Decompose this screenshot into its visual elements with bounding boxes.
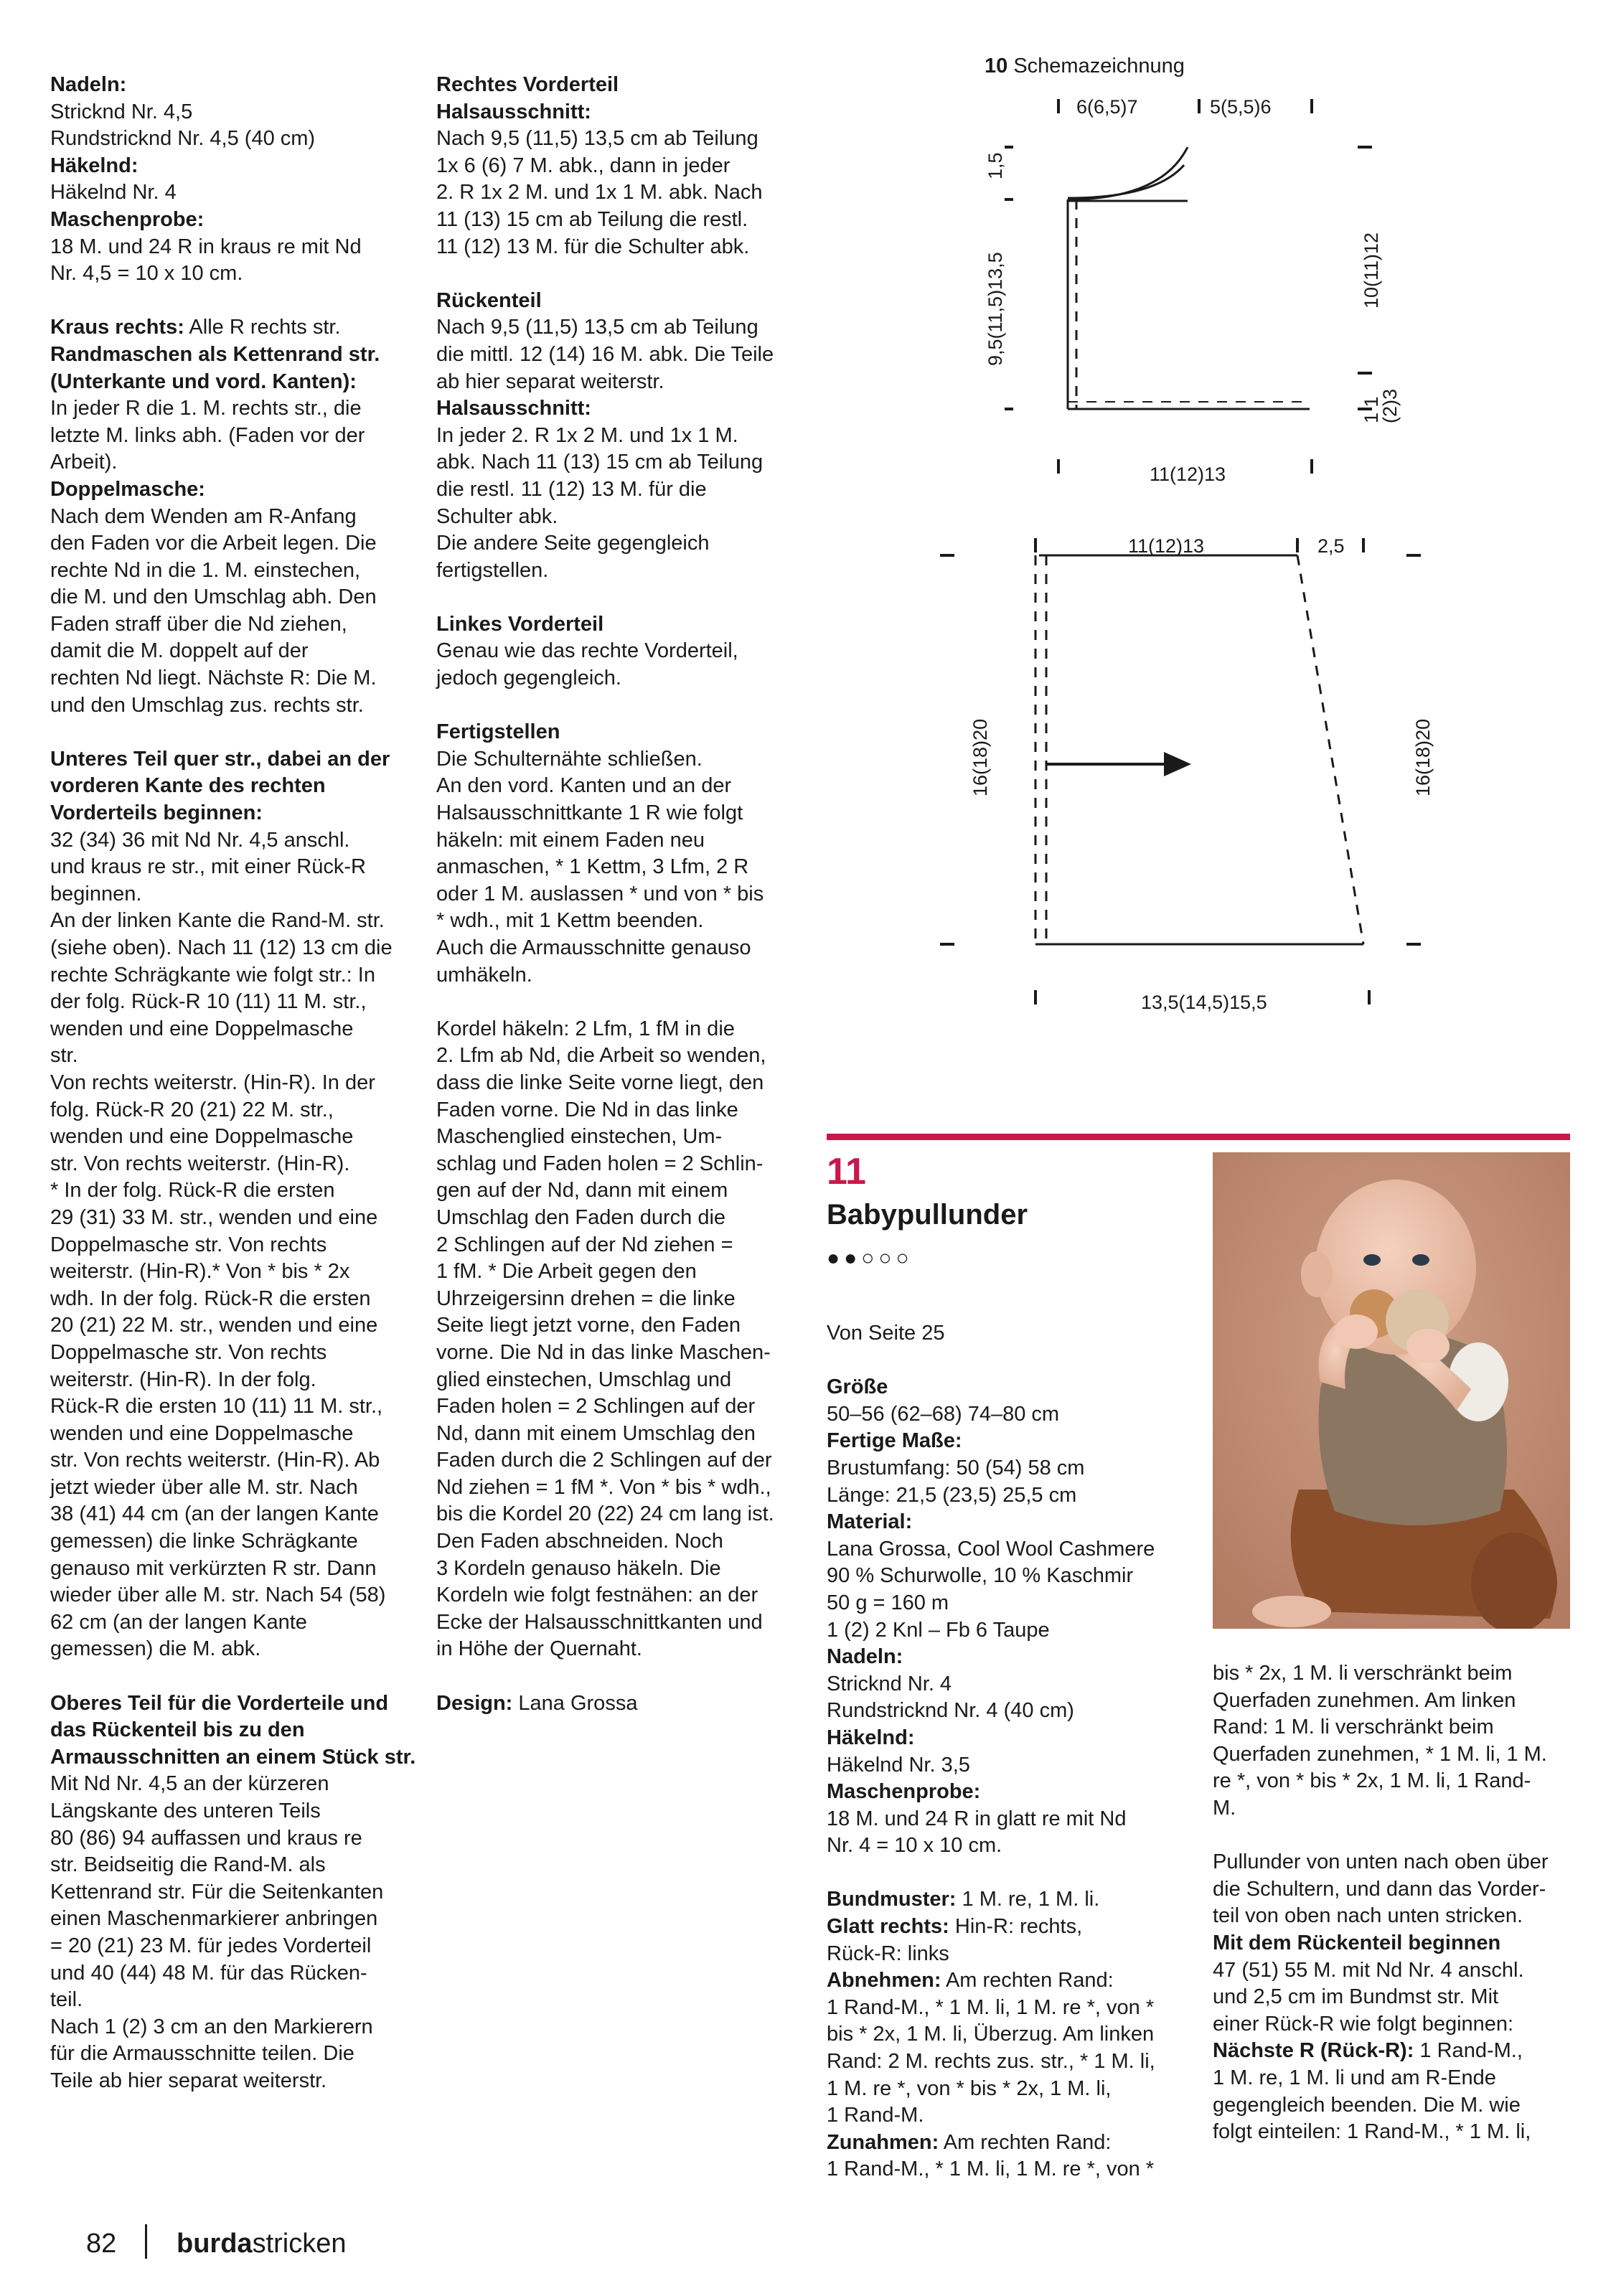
text-line: 1 (2) 2 Knl – Fb 6 Taupe — [827, 1618, 1050, 1642]
text-line: Querfaden zunehmen, * 1 M. li, 1 M. — [1213, 1742, 1547, 1766]
text-line: Längskante des unteren Teils — [50, 1799, 321, 1822]
right-lower-height-label-2: (2)3 — [1379, 388, 1401, 423]
text-line: bis die Kordel 20 (22) 24 cm lang ist. — [436, 1502, 774, 1526]
bottom-left-height-label: 16(18)20 — [969, 718, 991, 796]
text-line: 11 (13) 15 cm ab Teilung die restl. — [436, 207, 748, 231]
text-block — [1213, 1930, 1579, 2038]
text-line: die Schultern, und dann das Vorder- — [1213, 1877, 1546, 1901]
text-block — [436, 288, 795, 395]
text-column-2 — [436, 72, 795, 1717]
block-heading: Halsausschnitt: — [436, 100, 591, 123]
text-line: Umschlag den Faden durch die — [436, 1205, 726, 1229]
text-line: wenden und eine Doppelmasche — [50, 1017, 354, 1040]
text-line: Nach 9,5 (11,5) 13,5 cm ab Teilung — [436, 127, 758, 151]
text-line: Doppelmasche str. Von rechts — [50, 1233, 327, 1256]
text-line: abk. Nach 11 (13) 15 cm ab Teilung — [436, 451, 764, 474]
text-line: 38 (41) 44 cm (an der langen Kante — [50, 1502, 379, 1526]
text-line: rechte Schrägkante wie folgt str.: In — [50, 963, 375, 987]
text-line: wenden und eine Doppelmasche — [50, 1421, 354, 1445]
text-line: bis * 2x, 1 M. li, Überzug. Am linken — [827, 2023, 1155, 2046]
text-line: jedoch gegengleich. — [436, 667, 621, 690]
text-block — [827, 1509, 1185, 1644]
text-line: Stricknd Nr. 4,5 — [50, 100, 193, 123]
text-line: Rundstricknd Nr. 4 (40 cm) — [827, 1699, 1074, 1723]
text-line: Faden holen = 2 Schlingen auf der — [436, 1395, 756, 1418]
text-line: Rück-R: links — [827, 1942, 949, 1965]
pattern-number: 11 — [827, 1151, 866, 1192]
text-block — [436, 72, 795, 99]
text-line: fertigstellen. — [436, 558, 549, 582]
text-line: Von Seite 25 — [827, 1322, 945, 1345]
text-line: Nr. 4 = 10 x 10 cm. — [827, 1834, 1002, 1858]
lead-line — [436, 1690, 795, 1718]
lead-text: Hin-R: rechts, — [949, 1915, 1083, 1939]
text-line: Nach dem Wenden am R-Anfang — [50, 504, 357, 528]
direction-arrow — [1046, 752, 1191, 776]
lead-text: 1 M. re, 1 M. li. — [956, 1888, 1100, 1911]
top-bottom-width-label: 11(12)13 — [1150, 464, 1226, 485]
lead-term: Abnehmen: — [827, 1969, 941, 1992]
text-line: Nd, dann mit einem Umschlag den — [436, 1421, 756, 1445]
text-line: wieder über alle M. str. Nach 54 (58) — [50, 1584, 386, 1607]
text-line: 3 Kordeln genauso häkeln. Die — [436, 1556, 721, 1580]
text-line: str. Von rechts weiterstr. (Hin-R). Ab — [50, 1449, 380, 1472]
lead-term: Design: — [436, 1691, 513, 1715]
text-line: 47 (51) 55 M. mit Nd Nr. 4 anschl. — [1213, 1958, 1524, 1982]
text-line: gemessen) die M. abk. — [50, 1637, 261, 1661]
block-heading: Maschenprobe: — [827, 1780, 981, 1804]
text-block — [827, 1725, 1185, 1779]
text-line: Schulter abk. — [436, 504, 558, 528]
text-line: Häkelnd Nr. 3,5 — [827, 1753, 970, 1777]
block-heading: Rechtes Vorderteil — [436, 73, 619, 96]
block-heading: Nadeln: — [827, 1645, 903, 1669]
block-heading: Häkelnd: — [50, 154, 138, 177]
lead-text: Lana Grossa — [512, 1691, 638, 1715]
text-block — [827, 2130, 1185, 2183]
text-line: 90 % Schurwolle, 10 % Kaschmir — [827, 1564, 1134, 1588]
text-line: Seite liegt jetzt vorne, den Faden — [436, 1314, 741, 1337]
lead-line — [827, 1967, 1185, 1995]
footer-separator — [145, 2224, 147, 2259]
text-block — [50, 314, 423, 342]
bottom-piece — [1035, 555, 1363, 944]
text-line: An der linken Kante die Rand-M. str. — [50, 909, 385, 933]
text-block — [50, 342, 423, 476]
top-right-width-label: 5(5,5)6 — [1210, 96, 1272, 118]
block-heading: Fertige Maße: — [827, 1429, 962, 1453]
lead-line — [827, 2130, 1185, 2157]
left-lower-height-label: 9,5(11,5)13,5 — [985, 252, 1006, 366]
text-line: gen auf der Nd, dann mit einem — [436, 1179, 728, 1203]
text-line: Genau wie das rechte Vorderteil, — [436, 639, 738, 663]
text-line: vorne. Die Nd in das linke Maschen- — [436, 1340, 771, 1364]
text-line: 2. R 1x 2 M. und 1x 1 M. abk. Nach — [436, 181, 763, 204]
text-line: 20 (21) 22 M. str., wenden und eine — [50, 1314, 378, 1337]
left-upper-height-label: 1,5 — [985, 152, 1006, 179]
text-column-3 — [827, 1320, 1185, 2183]
block-heading: Häkelnd: — [827, 1726, 915, 1749]
text-line: letzte M. links abh. (Faden vor der — [50, 423, 365, 447]
text-line: und kraus re str., mit einer Rück-R — [50, 855, 366, 879]
text-line: die restl. 11 (12) 13 M. für die — [436, 477, 707, 501]
text-line: 18 M. und 24 R in glatt re mit Nd — [827, 1807, 1127, 1830]
text-line: Länge: 21,5 (23,5) 25,5 cm — [827, 1483, 1077, 1507]
text-line: Von rechts weiterstr. (Hin-R). In der — [50, 1071, 375, 1094]
text-line: str. Von rechts weiterstr. (Hin-R). — [50, 1152, 350, 1175]
text-line: Kettenrand str. Für die Seitenkanten — [50, 1880, 384, 1904]
lead-term: Kraus rechts: — [50, 316, 184, 339]
text-block — [827, 1967, 1185, 2130]
block-heading: Halsausschnitt: — [436, 397, 591, 420]
text-line: Maschenglied einstechen, Um- — [436, 1125, 723, 1149]
block-heading: Randmaschen als Kettenrand str. (Unterkante und vord. Kanten): — [50, 342, 380, 393]
text-line: 2 Schlingen auf der Nd ziehen = — [436, 1233, 733, 1256]
block-heading: Maschenprobe: — [50, 207, 205, 231]
text-line: Pullunder von unten nach oben über — [1213, 1850, 1549, 1874]
text-block — [827, 1320, 1185, 1347]
text-block — [436, 719, 795, 989]
text-line: (siehe oben). Nach 11 (12) 13 cm die — [50, 936, 393, 959]
text-block — [50, 207, 423, 288]
text-line: glied einstechen, Umschlag und — [436, 1368, 732, 1391]
text-line: Ecke der Halsausschnittkanten und — [436, 1610, 763, 1634]
text-line: 62 cm (an der langen Kante — [50, 1610, 307, 1634]
text-line: Lana Grossa, Cool Wool Cashmere — [827, 1537, 1155, 1561]
text-line: wenden und eine Doppelmasche — [50, 1125, 354, 1149]
text-line: weiterstr. (Hin-R). In der folg. — [50, 1368, 316, 1391]
lead-line — [827, 1914, 1185, 1941]
text-block — [1213, 1660, 1579, 1822]
difficulty-rating: ●●○○○ — [827, 1246, 913, 1270]
text-line: Uhrzeigersinn drehen = die linke — [436, 1286, 736, 1310]
text-line: die M. und den Umschlag abh. Den — [50, 585, 377, 609]
text-line: 1 Rand-M. — [827, 2104, 924, 2127]
block-heading: Größe — [827, 1375, 888, 1399]
block-heading: Unteres Teil quer str., dabei an der vorderen Kante des rechten Vorderteils beginnen: — [50, 747, 390, 825]
right-upper-height-label: 10(11)12 — [1361, 232, 1382, 309]
text-block — [827, 1914, 1185, 1967]
text-line: * wdh., mit 1 Kettm beenden. — [436, 909, 704, 933]
text-line: wdh. In der folg. Rück-R die ersten — [50, 1286, 371, 1310]
text-line: Halsausschnittkante 1 R wie folgt — [436, 801, 743, 825]
lead-text: Am rechten Rand: — [941, 1969, 1114, 1992]
text-line: und 2,5 cm im Bundmst str. Mit — [1213, 1985, 1499, 2009]
text-line: 32 (34) 36 mit Nd Nr. 4,5 anschl. — [50, 828, 350, 852]
pattern-title: Babypullunder — [827, 1199, 1028, 1231]
text-block — [1213, 2038, 1579, 2145]
text-line: Kordeln wie folgt festnähen: an der — [436, 1584, 758, 1607]
text-line: genauso mit verkürzten R str. Dann — [50, 1556, 377, 1580]
text-block — [827, 1644, 1185, 1725]
text-line: Brustumfang: 50 (54) 58 cm — [827, 1456, 1085, 1479]
text-line: Faden straff über die Nd ziehen, — [50, 612, 347, 636]
text-line: Nach 9,5 (11,5) 13,5 cm ab Teilung — [436, 316, 758, 339]
lead-line — [1213, 2038, 1579, 2065]
text-line: ab hier separat weiterstr. — [436, 370, 664, 393]
text-line: * In der folg. Rück-R die ersten — [50, 1179, 335, 1203]
lead-term: Bundmuster: — [827, 1888, 957, 1911]
text-line: = 20 (21) 23 M. für jedes Vorderteil — [50, 1934, 372, 1957]
text-line: Nach 1 (2) 3 cm an den Markierern — [50, 2015, 373, 2038]
text-line: häkeln: mit einem Faden neu — [436, 828, 705, 852]
text-block — [50, 72, 423, 153]
text-line: 1 M. re, 1 M. li und am R-Ende — [1213, 2066, 1496, 2089]
text-block — [827, 1428, 1185, 1509]
text-line: bis * 2x, 1 M. li verschränkt beim — [1213, 1662, 1513, 1685]
text-block — [50, 1690, 423, 2095]
baby-photo — [1213, 1152, 1570, 1629]
lead-text: Am rechten Rand: — [939, 2130, 1112, 2154]
block-heading: Rückenteil — [436, 288, 542, 312]
bottom-width-label: 13,5(14,5)15,5 — [1141, 992, 1267, 1013]
text-line: teil. — [50, 1988, 83, 2012]
block-heading: Linkes Vorderteil — [436, 612, 604, 636]
text-block — [50, 476, 423, 719]
text-line: Stricknd Nr. 4 — [827, 1672, 952, 1695]
text-line: 1 M. re *, von * bis * 2x, 1 M. li, — [827, 2076, 1112, 2100]
text-line: 50–56 (62–68) 74–80 cm — [827, 1402, 1060, 1426]
text-line: Den Faden abschneiden. Noch — [436, 1530, 723, 1553]
text-line: Rand: 2 M. rechts zus. str., * 1 M. li, — [827, 2050, 1155, 2074]
text-line: In jeder 2. R 1x 2 M. und 1x 1 M. — [436, 423, 738, 447]
text-block — [50, 153, 423, 207]
lead-line — [50, 314, 423, 342]
text-line: An den vord. Kanten und an der — [436, 774, 732, 798]
text-block — [436, 611, 795, 692]
block-heading: Oberes Teil für die Vorderteile und das Rückenteil bis zu den Armausschnitten an einem Stück str. — [50, 1691, 416, 1769]
block-heading: Mit dem Rückenteil beginnen — [1213, 1931, 1501, 1954]
text-line: umhäkeln. — [436, 963, 532, 987]
text-block — [827, 1886, 1185, 1914]
text-line: Nr. 4,5 = 10 x 10 cm. — [50, 262, 243, 286]
text-line: 50 g = 160 m — [827, 1591, 949, 1614]
text-line: 80 (86) 94 auffassen und kraus re — [50, 1826, 362, 1850]
text-line: jetzt wieder über alle M. str. Nach — [50, 1475, 358, 1499]
top-piece — [1068, 147, 1310, 409]
text-block — [436, 1016, 795, 1663]
text-line: Auch die Armausschnitte genauso — [436, 936, 751, 959]
magazine-brand: burdastricken — [177, 2229, 347, 2259]
section-rule — [827, 1134, 1570, 1140]
text-line: folgt einteilen: 1 Rand-M., * 1 M. li, — [1213, 2120, 1531, 2144]
text-line: Kordel häkeln: 2 Lfm, 1 fM in die — [436, 1017, 735, 1040]
text-line: anmaschen, * 1 Kettm, 3 Lfm, 2 R — [436, 855, 749, 879]
lead-line — [827, 1886, 1185, 1914]
text-line: 1 Rand-M., * 1 M. li, 1 M. re *, von * — [827, 2158, 1155, 2181]
text-block — [436, 395, 795, 584]
text-line: den Faden vor die Arbeit legen. Die — [50, 532, 377, 555]
lead-text: Alle R rechts str. — [184, 316, 341, 339]
text-line: der folg. Rück-R 10 (11) 11 M. str., — [50, 990, 367, 1014]
text-line: Teile ab hier separat weiterstr. — [50, 2069, 327, 2092]
text-line: Rück-R die ersten 10 (11) 11 M. str., — [50, 1395, 383, 1418]
text-line: oder 1 M. auslassen * und von * bis — [436, 882, 764, 905]
text-column-4 — [1213, 1660, 1579, 2146]
page-number: 82 — [86, 2229, 117, 2259]
lead-text: 1 Rand-M., — [1414, 2039, 1523, 2063]
text-block — [1213, 1849, 1579, 1930]
text-line: Die Schulternähte schließen. — [436, 747, 703, 771]
text-line: die mittl. 12 (14) 16 M. abk. Die Teile — [436, 342, 774, 366]
text-line: In jeder R die 1. M. rechts str., die — [50, 397, 362, 420]
text-line: str. — [50, 1044, 78, 1068]
text-block — [436, 1690, 795, 1718]
text-line: 18 M. und 24 R in kraus re mit Nd — [50, 235, 362, 258]
text-line: Arbeit). — [50, 451, 118, 474]
text-line: rechten Nd liegt. Nächste R: Die M. — [50, 667, 377, 690]
text-line: folg. Rück-R 20 (21) 22 M. str., — [50, 1098, 334, 1121]
bottom-right-height-label: 16(18)20 — [1412, 718, 1434, 796]
text-line: Faden durch die 2 Schlingen auf der — [436, 1449, 772, 1472]
block-heading: Doppelmasche: — [50, 477, 205, 501]
lead-term: Zunahmen: — [827, 2130, 939, 2154]
text-line: rechte Nd in die 1. M. einstechen, — [50, 558, 361, 582]
text-line: 1x 6 (6) 7 M. abk., dann in jeder — [436, 154, 731, 177]
text-line: gegengleich beenden. Die M. wie — [1213, 2093, 1521, 2117]
schematic-diagram — [933, 50, 1550, 1040]
bottom-top-extra-label: 2,5 — [1317, 535, 1345, 557]
text-line: weiterstr. (Hin-R).* Von * bis * 2x — [50, 1260, 350, 1284]
top-left-width-label: 6(6,5)7 — [1076, 96, 1138, 118]
lead-term: Glatt rechts: — [827, 1915, 949, 1939]
text-line: einen Maschenmarkierer anbringen — [50, 1907, 378, 1931]
text-line: einer Rück-R wie folgt beginnen: — [1213, 2012, 1514, 2036]
text-line: str. Beidseitig die Rand-M. als — [50, 1853, 326, 1877]
text-line: in Höhe der Quernaht. — [436, 1637, 642, 1661]
lead-term: Nächste R (Rück-R): — [1213, 2039, 1414, 2063]
text-line: und den Umschlag zus. rechts str. — [50, 693, 364, 717]
text-line: 29 (31) 33 M. str., wenden und eine — [50, 1205, 378, 1229]
text-line: re *, von * bis * 2x, 1 M. li, 1 Rand- — [1213, 1769, 1531, 1793]
block-heading: Nadeln: — [50, 73, 127, 96]
text-line: Rand: 1 M. li verschränkt beim — [1213, 1716, 1494, 1739]
text-line: beginnen. — [50, 882, 142, 905]
text-line: Mit Nd Nr. 4,5 an der kürzeren — [50, 1772, 329, 1796]
text-line: 1 fM. * Die Arbeit gegen den — [436, 1260, 697, 1284]
text-block — [436, 99, 795, 261]
bottom-top-width-label: 11(12)13 — [1128, 535, 1205, 557]
text-line: Faden vorne. Die Nd in das linke — [436, 1098, 738, 1121]
block-heading: Material: — [827, 1510, 913, 1534]
text-line: Häkelnd Nr. 4 — [50, 181, 177, 204]
text-line: 1 Rand-M., * 1 M. li, 1 M. re *, von * — [827, 1995, 1155, 2019]
block-heading: Fertigstellen — [436, 720, 560, 744]
text-line: Die andere Seite gegengleich — [436, 532, 710, 555]
right-lower-height-label: 1 1 — [1361, 396, 1382, 423]
text-block — [827, 1779, 1185, 1860]
diagram-label: 10 Schemazeichnung — [985, 55, 1185, 77]
text-line: gemessen) die linke Schrägkante — [50, 1530, 358, 1553]
text-column-1 — [50, 72, 423, 2095]
text-line: 2. Lfm ab Nd, die Arbeit so wenden, — [436, 1044, 766, 1068]
text-line: und 40 (44) 48 M. für das Rücken- — [50, 1961, 367, 1985]
text-line: für die Armausschnitte teilen. Die — [50, 2042, 354, 2066]
text-line: 11 (12) 13 M. für die Schulter abk. — [436, 235, 750, 258]
text-block — [50, 746, 423, 1663]
text-line: teil von oben nach unten stricken. — [1213, 1904, 1523, 1928]
text-line: M. — [1213, 1796, 1236, 1820]
text-line: schlag und Faden holen = 2 Schlin- — [436, 1152, 764, 1175]
text-line: Nd ziehen = 1 fM *. Von * bis * wdh., — [436, 1475, 771, 1499]
text-line: Rundstricknd Nr. 4,5 (40 cm) — [50, 127, 316, 151]
text-line: damit die M. doppelt auf der — [50, 639, 309, 663]
text-line: Doppelmasche str. Von rechts — [50, 1340, 327, 1364]
text-block — [827, 1374, 1185, 1428]
text-line: Querfaden zunehmen. Am linken — [1213, 1688, 1516, 1712]
text-line: dass die linke Seite vorne liegt, den — [436, 1071, 764, 1094]
